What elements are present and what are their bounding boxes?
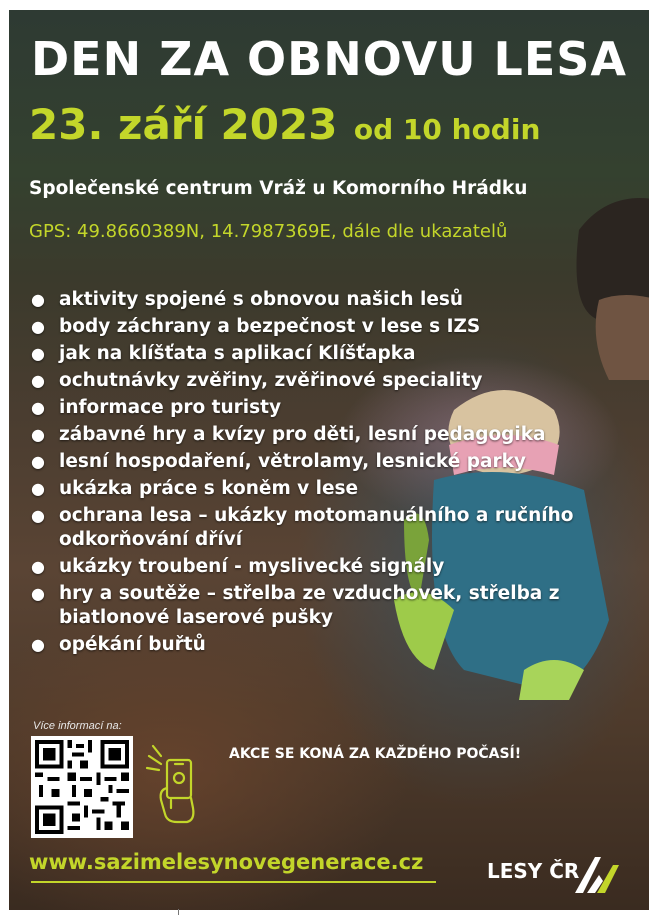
list-item: ● ukázka práce s koněm v lese: [31, 478, 359, 499]
bullet-icon: ●: [31, 452, 45, 471]
activities-list: [29, 288, 639, 660]
list-item: ● body záchrany a bezpečnost v lese s IZS: [31, 316, 481, 337]
lesy-cr-logo: [487, 853, 637, 899]
event-poster: [9, 10, 649, 910]
bullet-icon: ●: [31, 290, 45, 309]
list-item: ● opékání buřtů: [31, 634, 206, 655]
event-venue: Společenské centrum Vráž u Komorního Hrádku: [29, 178, 528, 199]
list-item: ● lesní hospodaření, větrolamy, lesnické parky: [31, 451, 526, 472]
bullet-icon: ●: [31, 344, 45, 363]
list-item: ● aktivity spojené s obnovou našich lesů: [31, 289, 464, 310]
bullet-icon: ●: [31, 425, 45, 444]
bullet-icon: ●: [31, 635, 45, 654]
logo-text: LESY ČR: [487, 859, 580, 883]
qr-code-icon[interactable]: [31, 736, 133, 838]
bullet-icon: ●: [31, 398, 45, 417]
bullet-icon: ●: [31, 371, 45, 390]
bullet-icon: ●: [31, 506, 45, 525]
page-mark: [178, 909, 179, 915]
event-date: 23. září 2023: [29, 100, 338, 149]
list-item: ● hry a soutěže – střelba ze vzduchovek, střelba z biatlonové laserové pušky: [31, 583, 560, 628]
event-gps: GPS: 49.8660389N, 14.7987369E, dále dle ukazatelů: [29, 221, 508, 242]
bullet-icon: ●: [31, 479, 45, 498]
bullet-icon: ●: [31, 557, 45, 576]
list-item: ● jak na klíšťata s aplikací Klíšťapka: [31, 343, 416, 364]
event-time: od 10 hodin: [353, 113, 541, 146]
weather-note: AKCE SE KONÁ ZA KAŽDÉHO POČASÍ!: [229, 746, 522, 762]
list-item: ● ochrana lesa – ukázky motomanuálního a ručního odkorňování dříví: [31, 505, 574, 550]
event-date-row: [29, 100, 540, 149]
list-item: ● zábavné hry a kvízy pro děti, lesní pedagogika: [31, 424, 546, 445]
bullet-icon: ●: [31, 584, 45, 603]
more-info-label: Více informací na:: [33, 720, 122, 732]
poster-title: DEN ZA OBNOVU LESA: [30, 32, 628, 86]
phone-scan-icon: [141, 742, 203, 826]
website-underline: [31, 881, 436, 883]
list-item: ● ochutnávky zvěřiny, zvěřinové speciality: [31, 370, 483, 391]
list-item: ● ukázky troubení - myslivecké signály: [31, 556, 445, 577]
list-item: ● informace pro turisty: [31, 397, 282, 418]
bullet-icon: ●: [31, 317, 45, 336]
lesy-cr-logo-mark: [569, 853, 625, 897]
website-link[interactable]: www.sazimelesynovegenerace.cz: [29, 850, 424, 874]
